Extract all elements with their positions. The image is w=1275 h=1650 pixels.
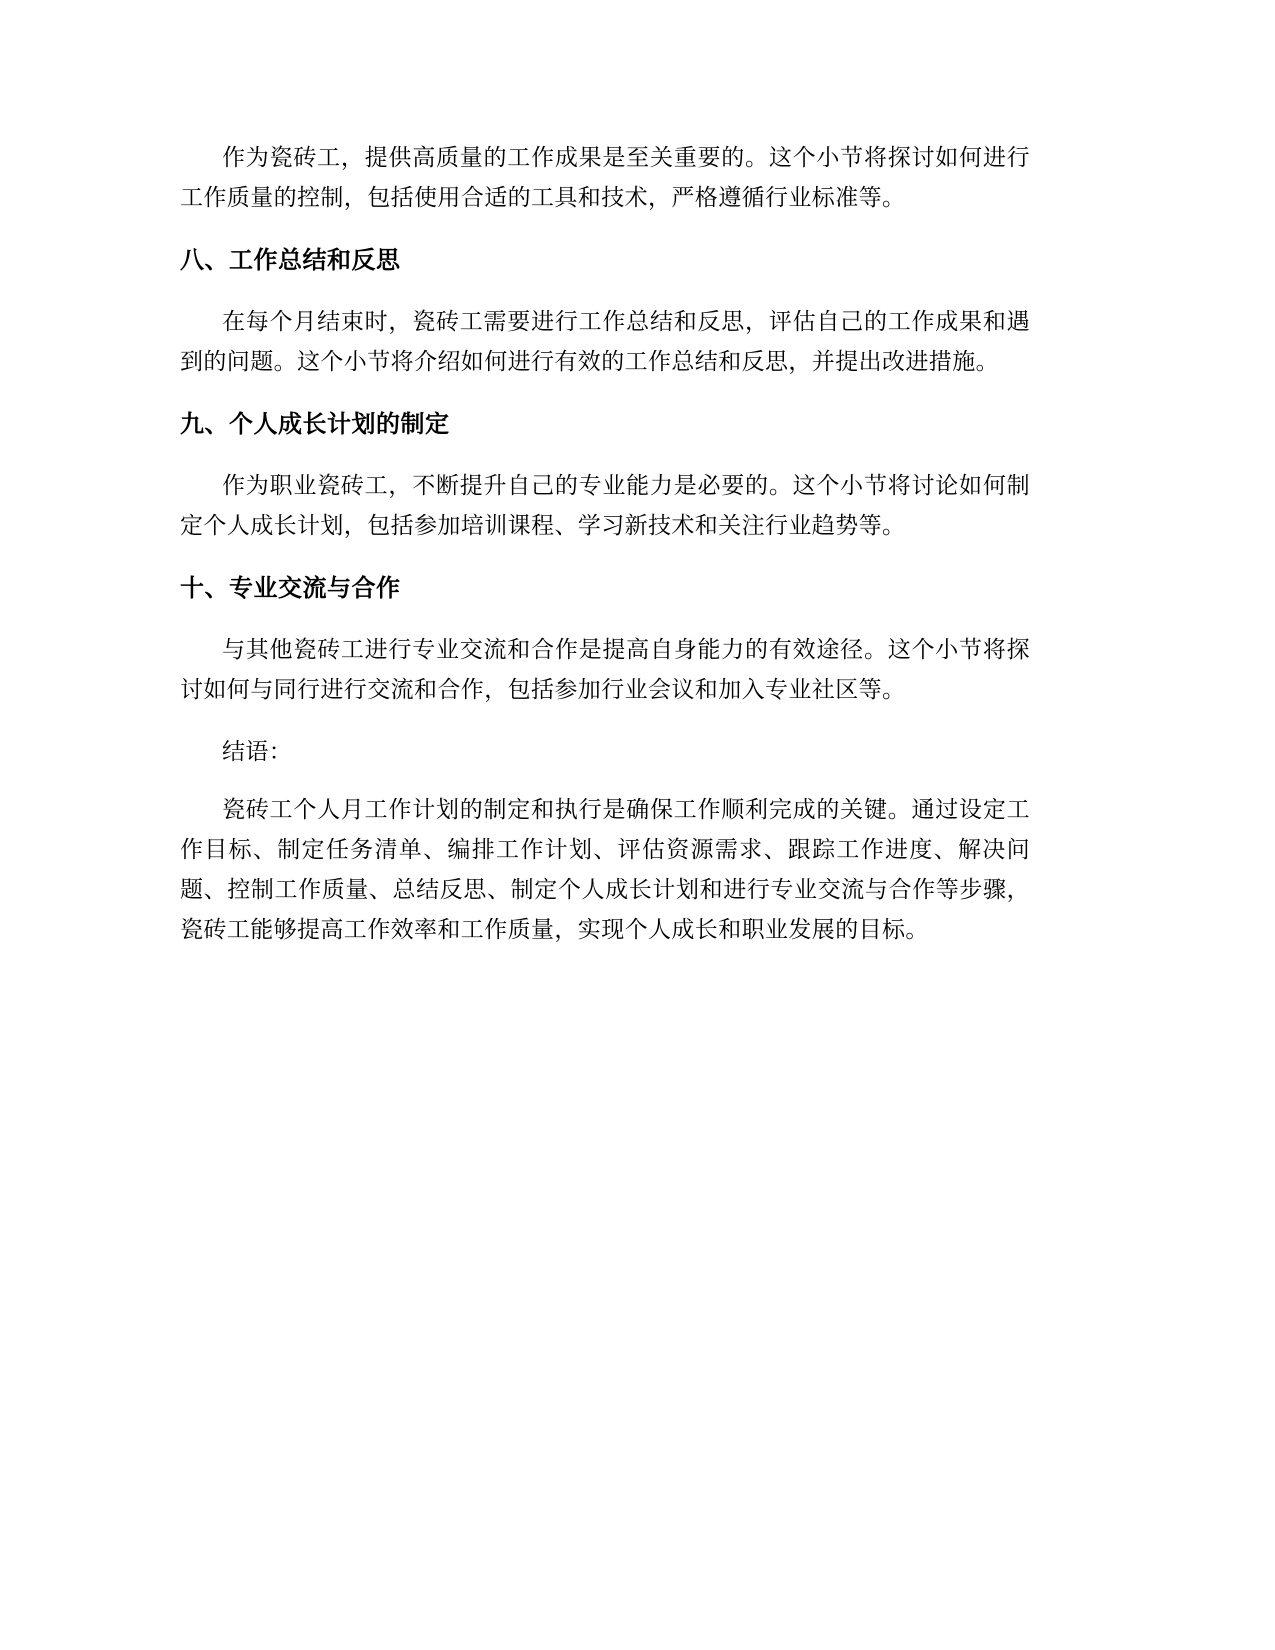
- paragraph-section-10: 与其他瓷砖工进行专业交流和合作是提高自身能力的有效途径。这个小节将探讨如何与同行进行交流和合作，包括参加行业会议和加入专业社区等。: [180, 637, 1030, 703]
- conclusion-label: 结语：: [222, 739, 293, 765]
- section-heading-8: 八、工作总结和反思: [180, 246, 401, 274]
- paragraph-quality-control: 作为瓷砖工，提供高质量的工作成果是至关重要的。这个小节将探讨如何进行工作质量的控制，包括使用合适的工具和技术，严格遵循行业标准等。: [180, 145, 1030, 211]
- paragraph-conclusion: 瓷砖工个人月工作计划的制定和执行是确保工作顺利完成的关键。通过设定工作目标、制定任务清单、编排工作计划、评估资源需求、跟踪工作进度、解决问题、控制工作质量、总结反思、制定个人成长计划和进行专业交流与合作等步骤，瓷砖工能够提高工作效率和工作质量，实现个人成长和职业发展的目标。: [180, 797, 1030, 943]
- paragraph-section-9: 作为职业瓷砖工，不断提升自己的专业能力是必要的。这个小节将讨论如何制定个人成长计划，包括参加培训课程、学习新技术和关注行业趋势等。: [180, 473, 1030, 539]
- section-heading-10: 十、专业交流与合作: [180, 574, 401, 602]
- paragraph-section-8: 在每个月结束时，瓷砖工需要进行工作总结和反思，评估自己的工作成果和遇到的问题。这个小节将介绍如何进行有效的工作总结和反思，并提出改进措施。: [180, 309, 1030, 375]
- section-heading-9: 九、个人成长计划的制定: [180, 410, 450, 438]
- document-page: [180, 138, 1030, 950]
